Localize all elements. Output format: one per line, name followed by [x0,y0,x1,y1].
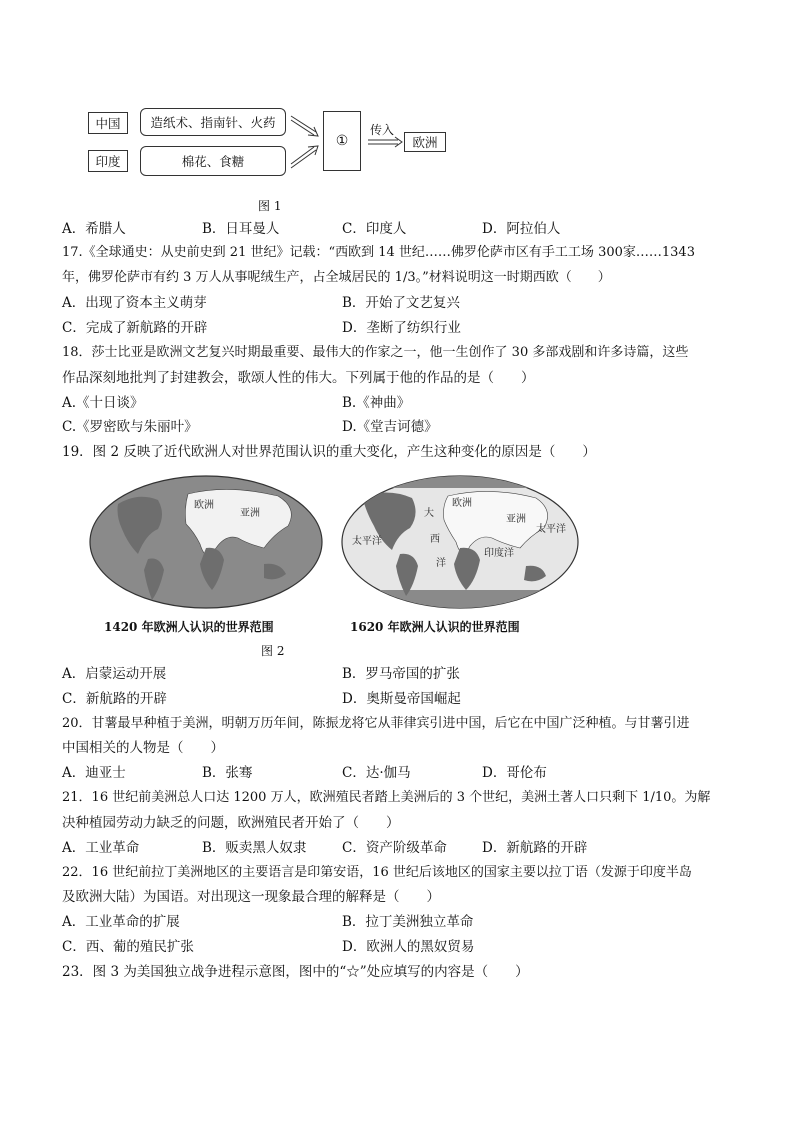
q22-option-a: A．工业革命的扩展 [62,914,180,930]
q18-stem-line1: 18．莎士比亚是欧洲文艺复兴时期最重要、最伟大的作家之一，他一生创作了 30 多部戏剧和许多诗篇，这些 [62,345,689,360]
q19-stem-line1: 19．图 2 反映了近代欧洲人对世界范围认识的重大变化，产生这种变化的原因是（ ） [62,444,596,460]
map-1620-da-label: 大 [424,508,434,519]
map-1620-europe-label: 欧洲 [452,498,472,509]
q20-option-c: C．达·伽马 [342,765,411,781]
q23-stem-line1: 23．图 3 为美国独立战争进程示意图，图中的“☆”处应填写的内容是（ ） [62,964,529,980]
q17-stem-line2: 年，佛罗伦萨市有约 3 万人从事呢绒生产，占全城居民的 1/3。”材料说明这一时期西欧（ ） [62,270,611,285]
q17-option-c: C．完成了新航路的开辟 [62,320,208,336]
q21-option-d: D．新航路的开辟 [482,840,588,856]
q20-option-d: D．哥伦布 [482,765,547,781]
q16-option-c: C．印度人 [342,221,407,237]
fig1-india-items: 棉花、食糖 [140,146,286,176]
q16-option-b: B．日耳曼人 [202,221,280,237]
map-1620-yang-label: 洋 [436,558,446,569]
q21-option-a: A．工业革命 [62,840,140,856]
fig1-caption: 图 1 [258,199,282,213]
q18-stem-line2: 作品深刻地批判了封建教会，歌颂人性的伟大。下列属于他的作品的是（ ） [62,370,535,386]
fig1-center-box: ① [323,111,361,171]
q21-stem-line1: 21．16 世纪前美洲总人口达 1200 万人，欧洲殖民者踏上美洲后的 3 个世纪，美洲土著人口只剩下 1/10。为解 [62,790,711,805]
q21-option-b: B．贩卖黑人奴隶 [202,840,307,856]
q18-option-c: C.《罗密欧与朱丽叶》 [62,419,198,435]
q22-option-d: D．欧洲人的黑奴贸易 [342,939,475,955]
q19-option-a: A．启蒙运动开展 [62,666,167,682]
map-1620-pacific-left-label: 太平洋 [352,536,382,547]
q22-stem-line2: 及欧洲大陆）为国语。对出现这一现象最合理的解释是（ ） [62,889,440,905]
map-1420-asia-label: 亚洲 [240,508,260,519]
fig1-arrow-label: 传入 [370,123,395,137]
q18-option-d: D.《堂吉诃德》 [342,419,438,435]
map-1420-graphic [88,474,324,610]
map-1620 [340,474,580,610]
q16-option-d: D．阿拉伯人 [482,221,561,237]
map-1420-europe-label: 欧洲 [194,500,214,511]
map-1620-caption: 1620 年欧洲人认识的世界范围 [350,620,520,634]
map-1620-asia-label: 亚洲 [506,514,526,525]
q20-stem-line2: 中国相关的人物是（ ） [62,740,224,756]
q20-option-a: A．迪亚士 [62,765,126,781]
q17-stem-line1: 17.《全球通史：从史前史到 21 世纪》记载：“西欧到 14 世纪……佛罗伦萨市区有手工工场 300家……1343 [62,245,695,260]
q17-option-a: A．出现了资本主义萌芽 [62,295,207,311]
map-1420 [88,474,324,610]
q20-option-b: B．张骞 [202,765,253,781]
q17-option-d: D．垄断了纺织行业 [342,320,461,336]
q22-option-c: C．西、葡的殖民扩张 [62,939,194,955]
map-1620-indian-label: 印度洋 [484,548,514,559]
q18-option-a: A.《十日谈》 [62,395,144,411]
fig2-caption: 图 2 [261,644,285,658]
map-1620-pacific-right-label: 太平洋 [536,524,566,535]
q17-option-b: B．开始了文艺复兴 [342,295,460,311]
q19-option-c: C．新航路的开辟 [62,691,167,707]
q21-stem-line2: 决种植园劳动力缺乏的问题，欧洲殖民者开始了（ ） [62,815,400,831]
map-1620-xi-label: 西 [430,534,440,545]
q22-option-b: B．拉丁美洲独立革命 [342,914,474,930]
fig1-china-label: 中国 [88,112,128,134]
q22-stem-line1: 22．16 世纪前拉丁美洲地区的主要语言是印第安语，16 世纪后该地区的国家主要以拉丁语（发源于印度半岛 [62,865,692,880]
q19-option-b: B．罗马帝国的扩张 [342,666,460,682]
q19-option-d: D．奥斯曼帝国崛起 [342,691,461,707]
q20-stem-line1: 20．甘薯最早种植于美洲，明朝万历年间，陈振龙将它从菲律宾引进中国，后它在中国广泛种植。与甘薯引进 [62,716,690,731]
fig1-right-arrow [366,136,406,148]
q18-option-b: B.《神曲》 [342,395,411,411]
fig1-india-label: 印度 [88,150,128,172]
fig1-arrows [288,108,328,178]
q16-option-a: A．希腊人 [62,221,126,237]
fig1-china-items: 造纸术、指南针、火药 [140,108,286,136]
q21-option-c: C．资产阶级革命 [342,840,447,856]
fig1-europe-box: 欧洲 [404,132,446,152]
map-1420-caption: 1420 年欧洲人认识的世界范围 [104,620,274,634]
